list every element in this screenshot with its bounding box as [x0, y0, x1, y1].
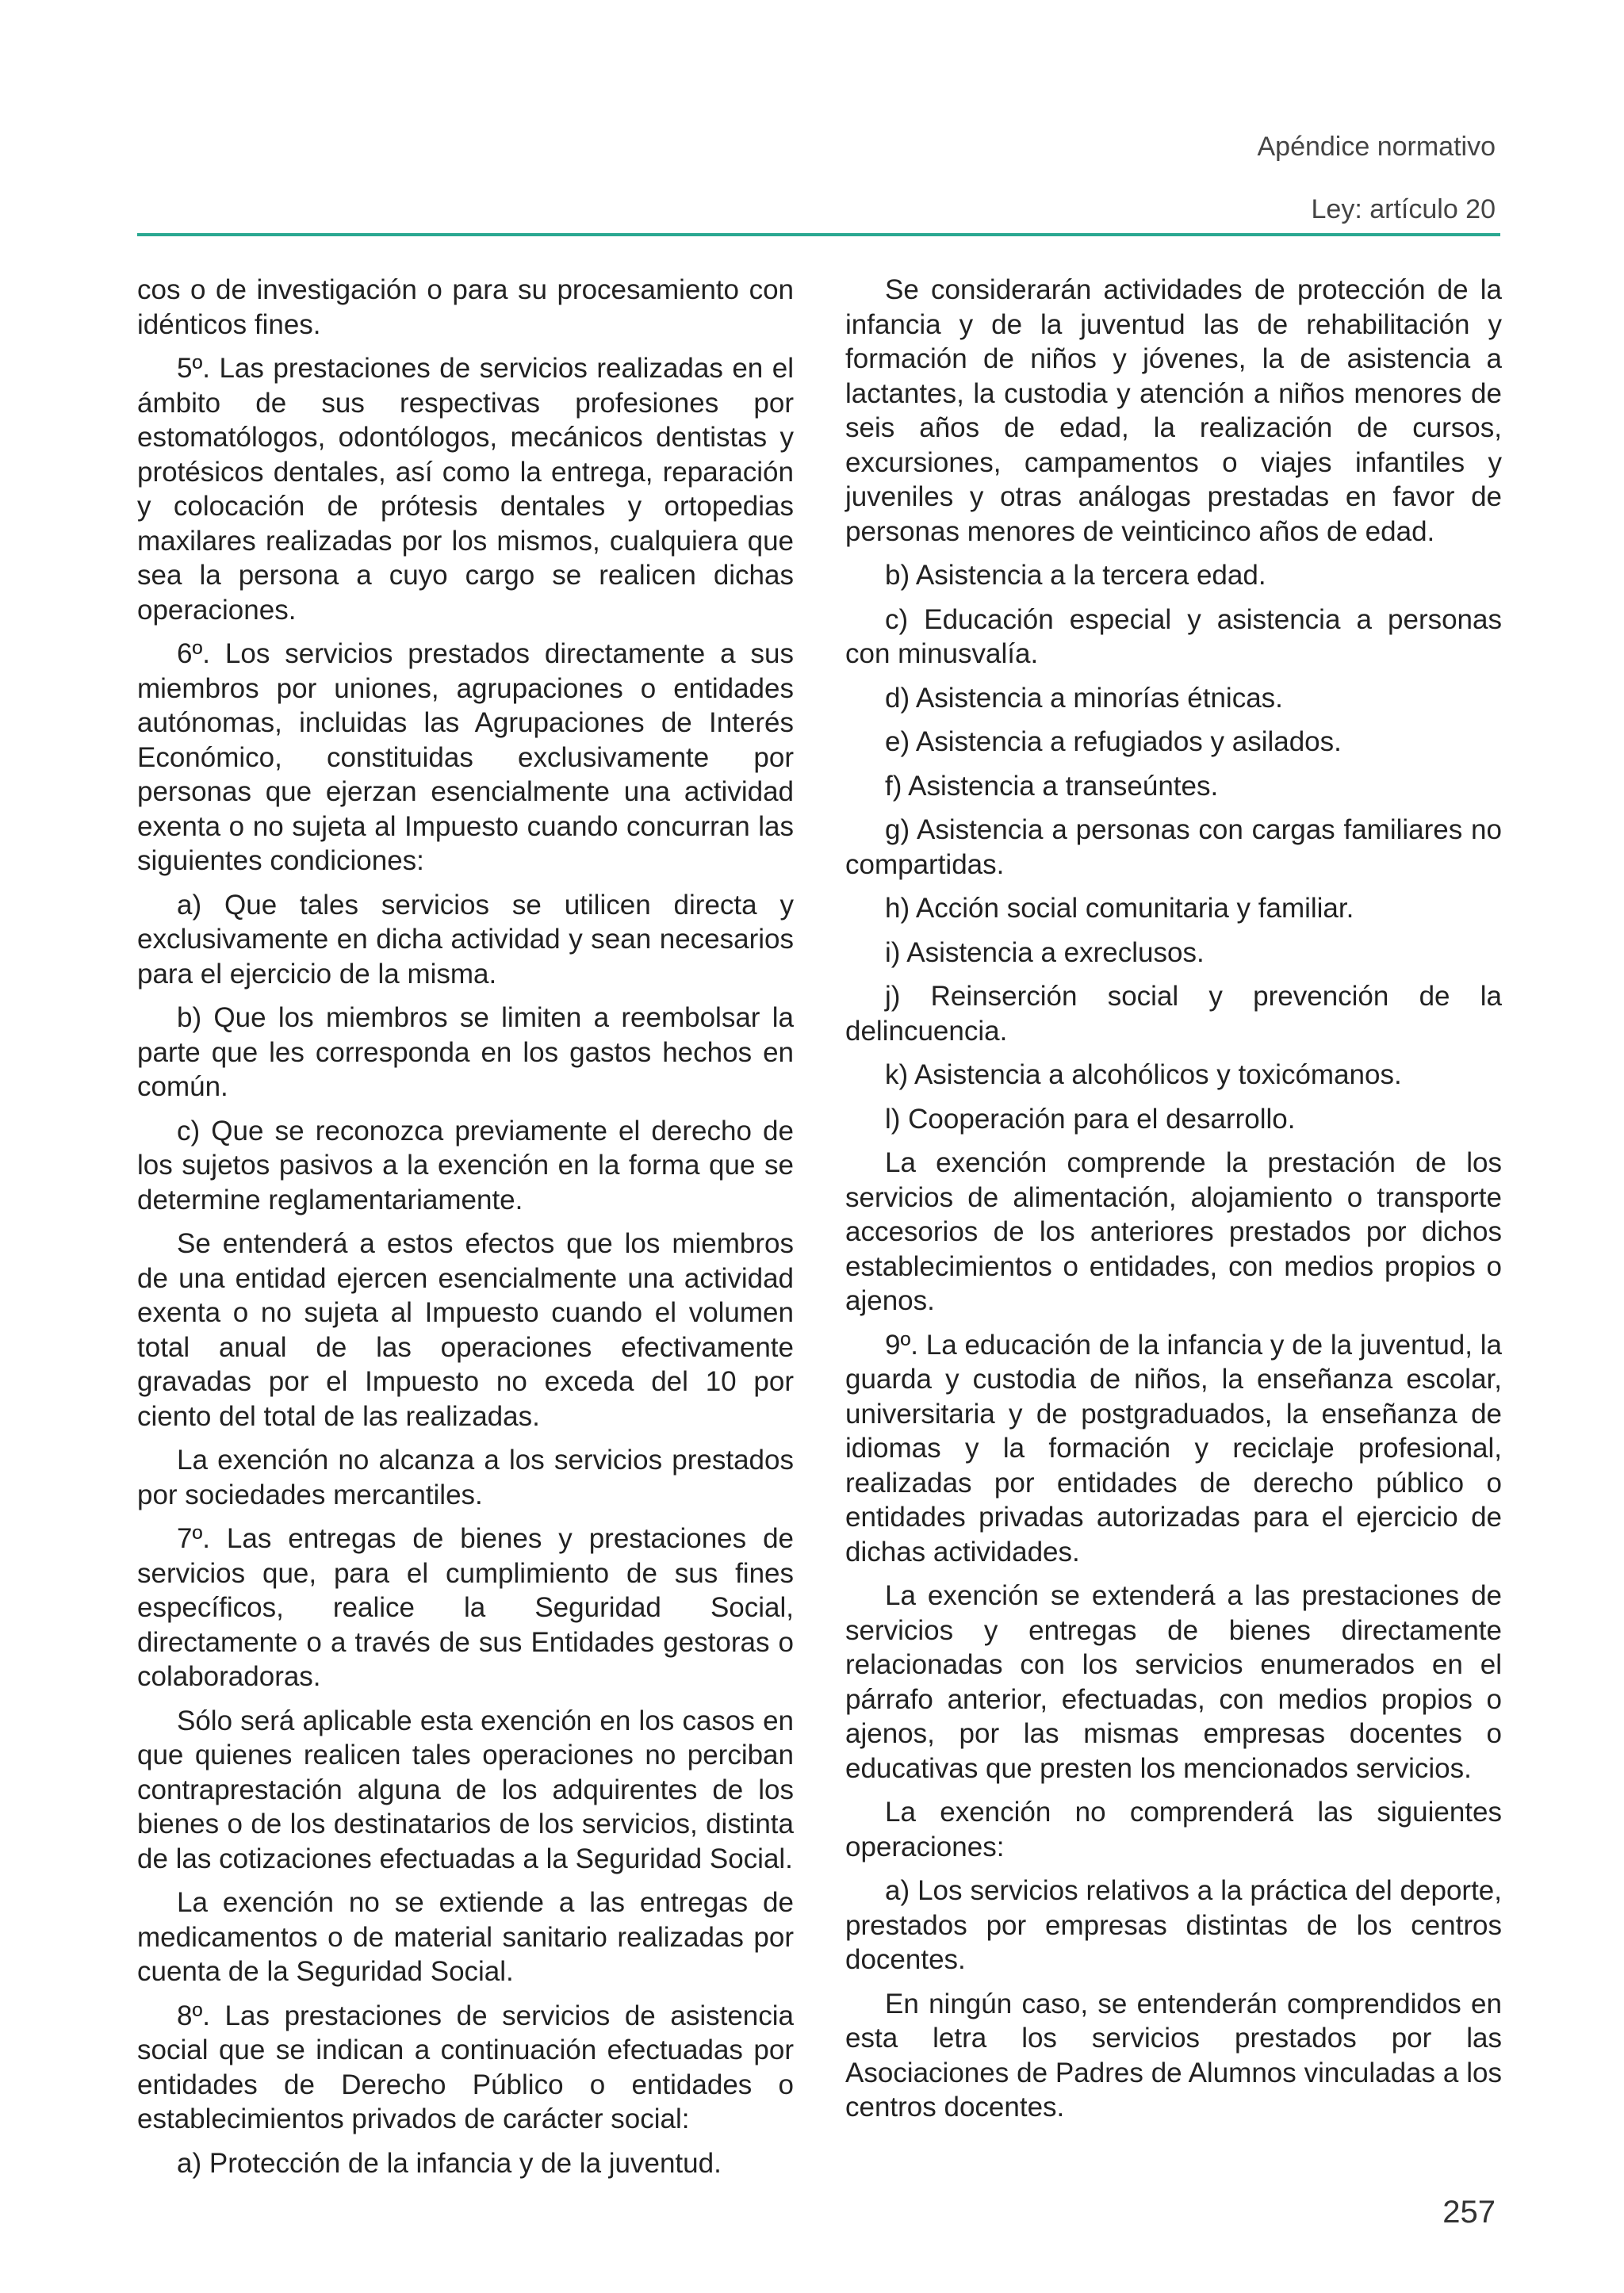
right-text-column — [845, 273, 1502, 2134]
header-article-reference: Ley: artículo 20 — [1311, 194, 1496, 224]
list-item: h) Acción social comunitaria y familiar. — [885, 893, 1354, 924]
paragraph: Sólo será aplicable esta exención en los casos en que quienes realicen tales operaciones no perciban contraprestación alguna de los adquirentes de los bienes o de los destinatarios de los servicios, distinta de las cotizaciones efectuadas a la Seguridad Social. — [137, 1705, 794, 1874]
list-item: c) Educación especial y asistencia a personas con minusvalía. — [845, 603, 1502, 669]
paragraph: 7º. Las entregas de bienes y prestaciones de servicios que, para el cumplimiento de sus fines específicos, realice la Seguridad Social, directamente o a través de sus Entidades gestoras o colaboradoras. — [137, 1523, 794, 1692]
list-item: g) Asistencia a personas con cargas familiares no compartidas. — [845, 814, 1502, 880]
paragraph: En ningún caso, se entenderán comprendidos en esta letra los servicios prestados por las Asociaciones de Padres de Alumnos vinculadas a los centros docentes. — [845, 1988, 1502, 2123]
list-item: k) Asistencia a alcohólicos y toxicómanos. — [885, 1059, 1402, 1090]
list-item: d) Asistencia a minorías étnicas. — [885, 682, 1283, 714]
page-number: 257 — [1442, 2195, 1496, 2230]
paragraph: 6º. Los servicios prestados directamente a sus miembros por uniones, agrupaciones o entidades autónomas, incluidas las Agrupaciones de Interés Económico, constituidas exclusivamente por personas que ejerzan esencialmente una actividad exenta o no sujeta al Impuesto cuando concurran las siguientes condiciones: — [137, 638, 794, 876]
paragraph: a) Que tales servicios se utilicen directa y exclusivamente en dicha actividad y sean necesarios para el ejercicio de la misma. — [137, 889, 794, 990]
left-text-column — [137, 273, 794, 2190]
paragraph: La exención no se extiende a las entregas de medicamentos o de material sanitario realizadas por cuenta de la Seguridad Social. — [137, 1887, 794, 1987]
list-item: j) Reinserción social y prevención de la delincuencia. — [845, 981, 1502, 1047]
list-item: b) Asistencia a la tercera edad. — [885, 560, 1266, 591]
paragraph: Se considerarán actividades de protección de la infancia y de la juventud las de rehabilitación y formación de niños y jóvenes, la de asistencia a lactantes, la custodia y atención a niños menores de seis años de edad, la realización de cursos, excursiones, campamentos o viajes infantiles y juveniles y otras análogas prestadas en favor de personas menores de veinticinco años de edad. — [845, 274, 1502, 547]
paragraph: a) Los servicios relativos a la práctica del deporte, prestados por empresas distintas de los centros docentes. — [845, 1875, 1502, 1975]
paragraph: La exención comprende la prestación de los servicios de alimentación, alojamiento o transporte accesorios de los anteriores prestados por dichos establecimientos o entidades, con medios propios o ajenos. — [845, 1147, 1502, 1316]
paragraph: cos o de investigación o para su procesamiento con idénticos fines. — [137, 274, 794, 340]
list-item: f) Asistencia a transeúntes. — [885, 770, 1219, 802]
paragraph: 9º. La educación de la infancia y de la juventud, la guarda y custodia de niños, la enseñanza escolar, universitaria y de postgraduados, la enseñanza de idiomas y la formación y reciclaje profesional, realizadas por entidades de derecho público o entidades privadas autorizadas para el ejercicio de dichas actividades. — [845, 1329, 1502, 1568]
list-item: e) Asistencia a refugiados y asilados. — [885, 726, 1342, 757]
header-divider — [137, 233, 1500, 236]
list-item: i) Asistencia a exreclusos. — [885, 936, 1205, 968]
header-section-title: Apéndice normativo — [1257, 132, 1496, 162]
paragraph: Se entenderá a estos efectos que los miembros de una entidad ejercen esencialmente una actividad exenta o no sujeta al Impuesto cuando el volumen total anual de las operaciones efectivamente gravadas por el Impuesto no exceda del 10 por ciento del total de las realizadas. — [137, 1228, 794, 1432]
paragraph: b) Que los miembros se limiten a reembolsar la parte que les corresponda en los gastos hechos en común. — [137, 1002, 794, 1102]
paragraph: La exención no comprenderá las siguientes operaciones: — [845, 1797, 1502, 1862]
list-item: l) Cooperación para el desarrollo. — [885, 1103, 1296, 1135]
paragraph: La exención no alcanza a los servicios prestados por sociedades mercantiles. — [137, 1445, 794, 1510]
paragraph: c) Que se reconozca previamente el derecho de los sujetos pasivos a la exención en la forma que se determine reglamentariamente. — [137, 1115, 794, 1215]
paragraph: 8º. Las prestaciones de servicios de asistencia social que se indican a continuación efectuadas por entidades de Derecho Público o entidades o establecimientos privados de carácter social: — [137, 2000, 794, 2134]
list-item: a) Protección de la infancia y de la juventud. — [177, 2147, 722, 2179]
paragraph: La exención se extenderá a las prestaciones de servicios y entregas de bienes directamente relacionadas con los servicios enumerados en el párrafo anterior, efectuadas, con medios propios o ajenos, por las mismas empresas docentes o educativas que presten los mencionados servicios. — [845, 1580, 1502, 1784]
paragraph: 5º. Las prestaciones de servicios realizadas en el ámbito de sus respectivas profesiones por estomatólogos, odontólogos, mecánicos dentistas y protésicos dentales, así como la entrega, reparación y colocación de prótesis dentales y ortopedias maxilares realizadas por los mismos, cualquiera que sea la persona a cuyo cargo se realicen dichas operaciones. — [137, 353, 794, 626]
